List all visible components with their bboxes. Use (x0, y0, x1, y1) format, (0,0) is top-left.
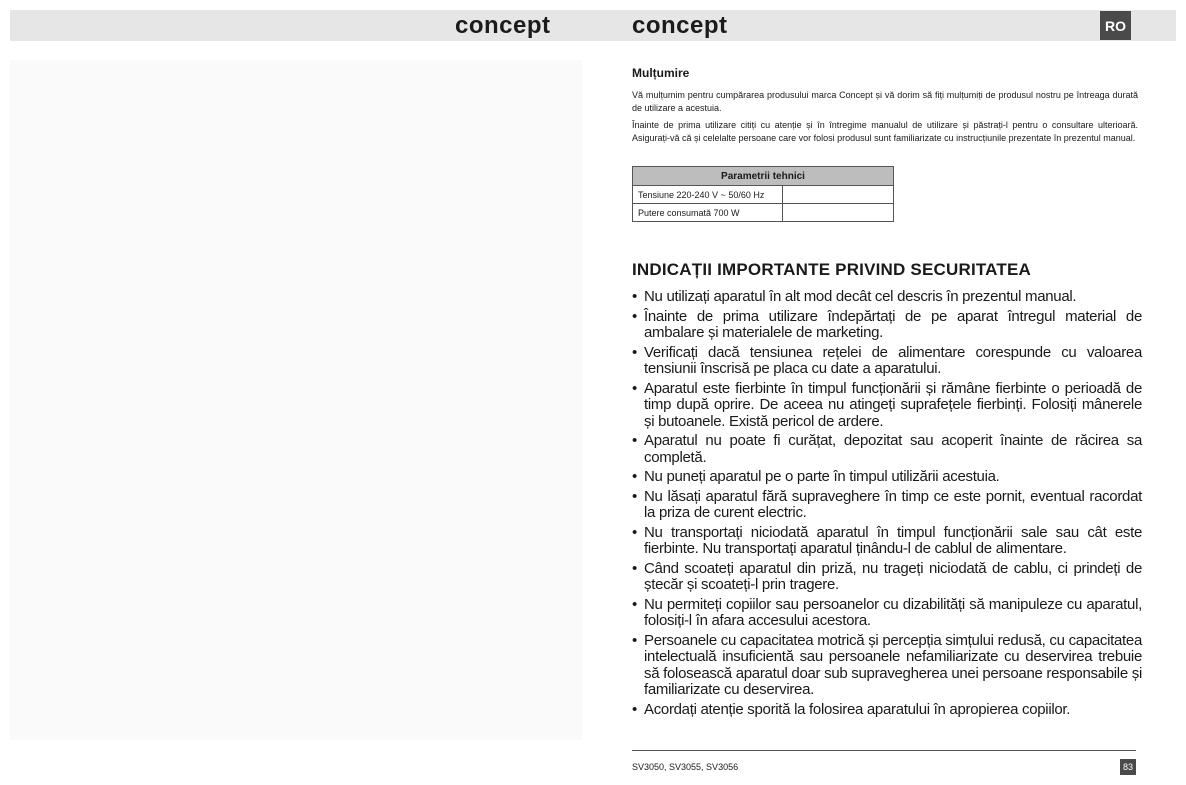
bullet-icon: • (632, 468, 637, 485)
param-value (783, 186, 894, 204)
list-item: • Nu lăsați aparatul fără supraveghere în timp ce este pornit, eventual racordat la priza de curent electric. (632, 487, 1142, 521)
bullet-icon: • (632, 523, 637, 541)
brand-logo-left: concept (455, 12, 551, 39)
footer-divider (632, 750, 1136, 751)
footer-model-numbers: SV3050, SV3055, SV3056 (632, 762, 739, 772)
instructions-paragraph: Înainte de prima utilizare citiți cu atenție și în întregime manualul de utilizare și păstrați-l pentru o consultare ulterioară. Asigurați-vă că și celelalte persoane care vor folosi produsul sunt familiarizate cu instrucțiunile prezentate în prezentul manual. (632, 120, 1138, 143)
bullet-icon: • (632, 559, 637, 577)
param-label: Putere consumată 700 W (633, 204, 783, 222)
list-item: • Persoanele cu capacitatea motrică și percepția simțului redusă, cu capacitatea intelectuală insuficientă sau persoanele nefamiliarizate cu deservirea trebuie să folosească aparatul doar sub supravegherea unei persoane responsabile și familiarizate cu deservirea. (632, 631, 1142, 698)
bullet-icon: • (632, 631, 637, 649)
list-item: • Acordați atenție sporită la folosirea aparatului în apropierea copiilor. (632, 700, 1071, 718)
table-row (633, 204, 894, 222)
list-item: • Nu utilizați aparatul în alt mod decât cel descris în prezentul manual. (632, 288, 1077, 305)
list-item: • Verificați dacă tensiunea rețelei de alimentare corespunde cu valoarea tensiunii înscrisă pe placa cu date a aparatului. (632, 343, 1142, 377)
list-item: • Aparatul nu poate fi curățat, depozitat sau acoperit înainte de răcirea sa completă. (632, 432, 1142, 466)
bullet-icon: • (632, 288, 637, 305)
param-label: Tensiune 220-240 V ~ 50/60 Hz (633, 186, 783, 204)
bullet-icon: • (632, 379, 637, 397)
list-item: • Înainte de prima utilizare îndepărtați de pe aparat întregul material de ambalare și materialele de marketing. (632, 307, 1142, 341)
params-table-header: Parametrii tehnici (633, 167, 894, 186)
bullet-icon: • (632, 432, 637, 449)
list-item: • Nu transportați niciodată aparatul în timpul funcționării sale sau cât este fierbinte. Nu transportați aparatul ținându-l de cablul de alimentare. (632, 523, 1142, 557)
bullet-icon: • (632, 343, 637, 361)
list-item: • Aparatul este fierbinte în timpul funcționării și rămâne fierbinte o perioadă de timp după oprire. De aceea nu atingeți suprafețele fierbinți. Folosiți mânerele și butoanele. Există pericol de ardere. (632, 379, 1142, 430)
table-row (633, 186, 894, 204)
bullet-icon: • (632, 700, 637, 718)
list-item: • Când scoateți aparatul din priză, nu trageți niciodată de cablu, ci prindeți de ștecăr și scoateți-l prin tragere. (632, 559, 1142, 593)
safety-title: INDICAȚII IMPORTANTE PRIVIND SECURITATEA (632, 260, 1031, 279)
brand-logo-right: concept (632, 12, 728, 39)
list-item: • Nu permiteți copiilor sau persoanelor cu dizabilități să manipuleze cu aparatul, folosiți-l în afara accesului acestora. (632, 595, 1142, 629)
page-number: 83 (1120, 759, 1136, 775)
safety-list (632, 289, 1142, 718)
left-page-blank (10, 60, 582, 740)
technical-parameters-table (632, 166, 894, 222)
bullet-icon: • (632, 487, 637, 505)
language-badge: RO (1100, 11, 1131, 40)
right-page-content (632, 66, 1142, 721)
bullet-icon: • (632, 595, 637, 613)
list-item: • Nu puneți aparatul pe o parte în timpul utilizării acestuia. (632, 468, 1000, 485)
bullet-icon: • (632, 307, 637, 325)
header-bar (10, 10, 1176, 41)
param-value (783, 204, 894, 222)
intro-paragraph: Vă mulțumim pentru cumpărarea produsului marca Concept și vă dorim să fiți mulțumiți de produsul nostru pe întreaga durată de utilizare a acestuia. (632, 90, 1138, 113)
thanks-title: Mulțumire (632, 66, 690, 80)
